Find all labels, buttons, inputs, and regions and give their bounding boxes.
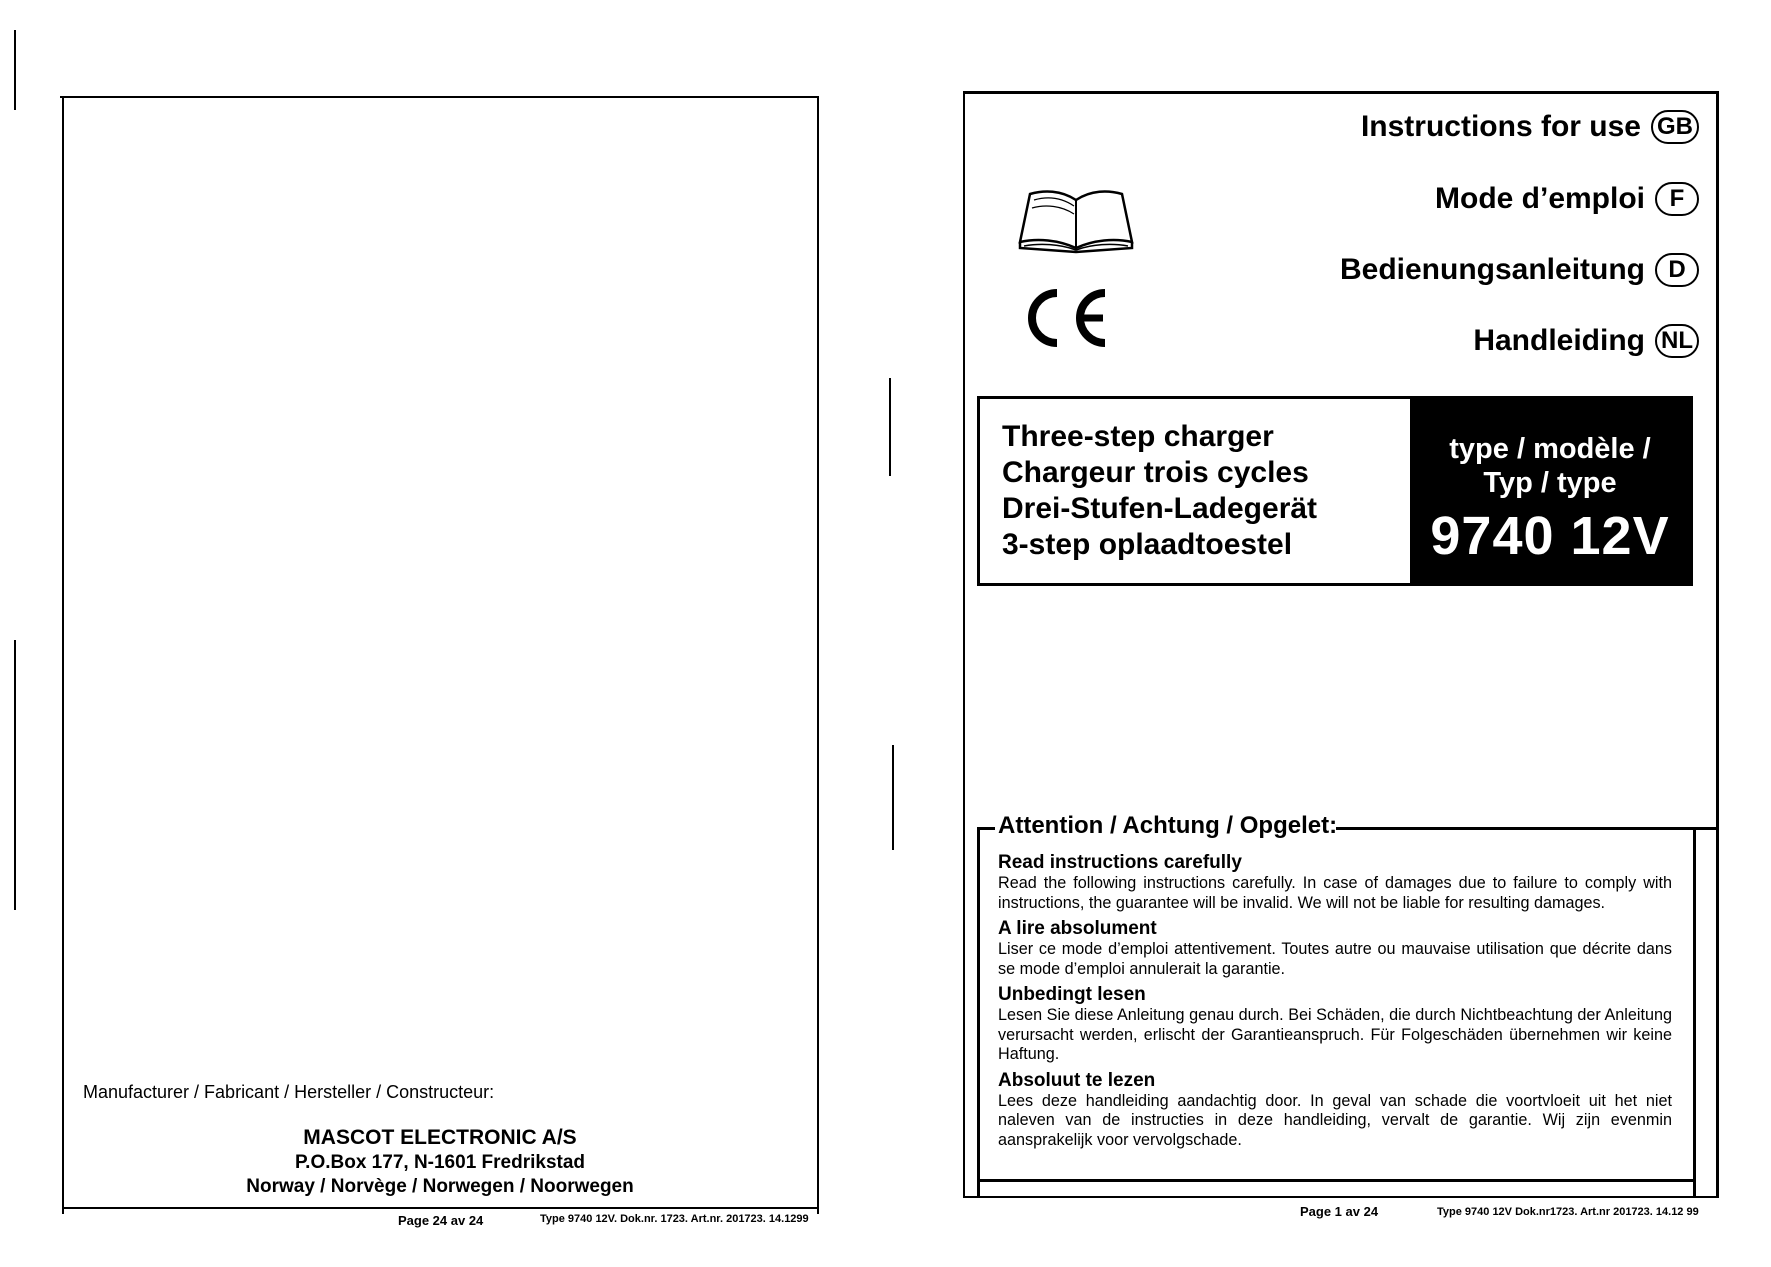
scan-mark-left-bottom (14, 640, 16, 910)
language-badge: NL (1655, 324, 1699, 358)
left-page-frame-bottom (62, 1207, 819, 1209)
language-title: Handleiding (1473, 324, 1645, 357)
section-text-en: Read the following instructions carefully. In case of damages due to failure to comply with instructions, the guarantee will be invalid. We will not be liable for resulting damages. (998, 874, 1672, 912)
right-footer-page: Page 1 av 24 (1300, 1204, 1379, 1219)
charger-name-fr: Chargeur trois cycles (1002, 456, 1309, 489)
charger-name-de: Drei-Stufen-Ladegerät (1002, 492, 1318, 525)
right-page-frame-right (1716, 91, 1719, 1198)
section-text-de: Lesen Sie diese Anleitung genau durch. Bei Schäden, die durch Nichtbeachtung der Anleitung verursacht werden, erlischt der Garantieanspruch. Für Folgeschäden übernehmen wir keine Haftung. (998, 1006, 1672, 1063)
right-page-frame-top (963, 91, 1719, 94)
section-text-nl: Lees deze handleiding aandachtig door. In geval van schade die voortvloeit uit het niet naleven van de instructies in deze handleiding, vervalt de garantie. Wij zijn evenmin aansprakelijk voor vervolgschade. (998, 1091, 1672, 1149)
attention-rule-right (1336, 827, 1719, 830)
attention-body (998, 852, 1672, 1155)
left-page-frame-right (817, 96, 819, 1214)
company-name: MASCOT ELECTRONIC A/S (303, 1126, 577, 1149)
left-footer-page: Page 24 av 24 (398, 1213, 484, 1228)
language-row-nl (1473, 324, 1699, 358)
company-country: Norway / Norvège / Norwegen / Noorwegen (246, 1176, 634, 1197)
left-footer-doc: Type 9740 12V. Dok.nr. 1723. Art.nr. 201723. 14.1299 (540, 1213, 809, 1225)
left-page-frame-top (60, 96, 819, 98)
language-title: Bedienungsanleitung (1339, 253, 1645, 286)
manufacturer-label-rest: Hersteller / Constructeur: (289, 1082, 495, 1102)
right-page-frame-left (963, 91, 965, 1198)
type-label-2: Typ / type (1483, 467, 1617, 499)
attention-box-bottom (977, 1179, 1696, 1182)
manufacturer-label-bold: Manufacturer / Fabricant / (83, 1082, 290, 1102)
language-row-gb (1361, 110, 1699, 144)
attention-box-right (1693, 828, 1696, 1198)
charger-name-nl: 3-step oplaadtoestel (1002, 528, 1293, 561)
language-title: Mode d’emploi (1435, 182, 1645, 215)
attention-title: Attention / Achtung / Opgelet: (998, 812, 1338, 839)
section-text-fr: Liser ce mode d’emploi attentivement. Toutes autre ou mauvaise utilisation que décrite dans se mode d’emploi annulerait la garantie. (998, 940, 1672, 978)
section-heading-fr: A lire absolument (998, 918, 1157, 939)
scan-mark-left-top (14, 30, 16, 110)
scan-mark-center-bottom (892, 745, 894, 850)
section-heading-de: Unbedingt lesen (998, 984, 1146, 1005)
charger-names (1002, 419, 1317, 563)
open-book-icon (1016, 186, 1136, 254)
language-row-d (1340, 253, 1699, 287)
ce-mark-icon (1025, 285, 1115, 351)
language-badge: GB (1651, 110, 1699, 144)
left-page-frame-left (62, 98, 64, 1214)
company-address: P.O.Box 177, N-1601 Fredrikstad (294, 1152, 586, 1173)
charger-name-en: Three-step charger (1002, 420, 1274, 453)
type-panel (1410, 399, 1690, 583)
type-label-1: type / modèle / (1449, 433, 1651, 465)
language-badge: D (1655, 253, 1699, 287)
section-heading-en: Read instructions carefully (998, 852, 1242, 873)
language-row-f (1435, 182, 1699, 216)
right-page-frame-bottom (963, 1196, 1719, 1198)
manufacturer-label (83, 1082, 494, 1103)
scan-mark-center-top (889, 378, 891, 476)
attention-box-left (977, 828, 980, 1198)
charger-title-box (977, 396, 1693, 586)
type-model-number: 9740 12V (1430, 506, 1670, 566)
right-footer-doc: Type 9740 12V Dok.nr1723. Art.nr 201723. 14.12 99 (1437, 1206, 1699, 1218)
language-badge: F (1655, 182, 1699, 216)
section-heading-nl: Absoluut te lezen (998, 1069, 1156, 1091)
language-title: Instructions for use (1360, 110, 1641, 143)
